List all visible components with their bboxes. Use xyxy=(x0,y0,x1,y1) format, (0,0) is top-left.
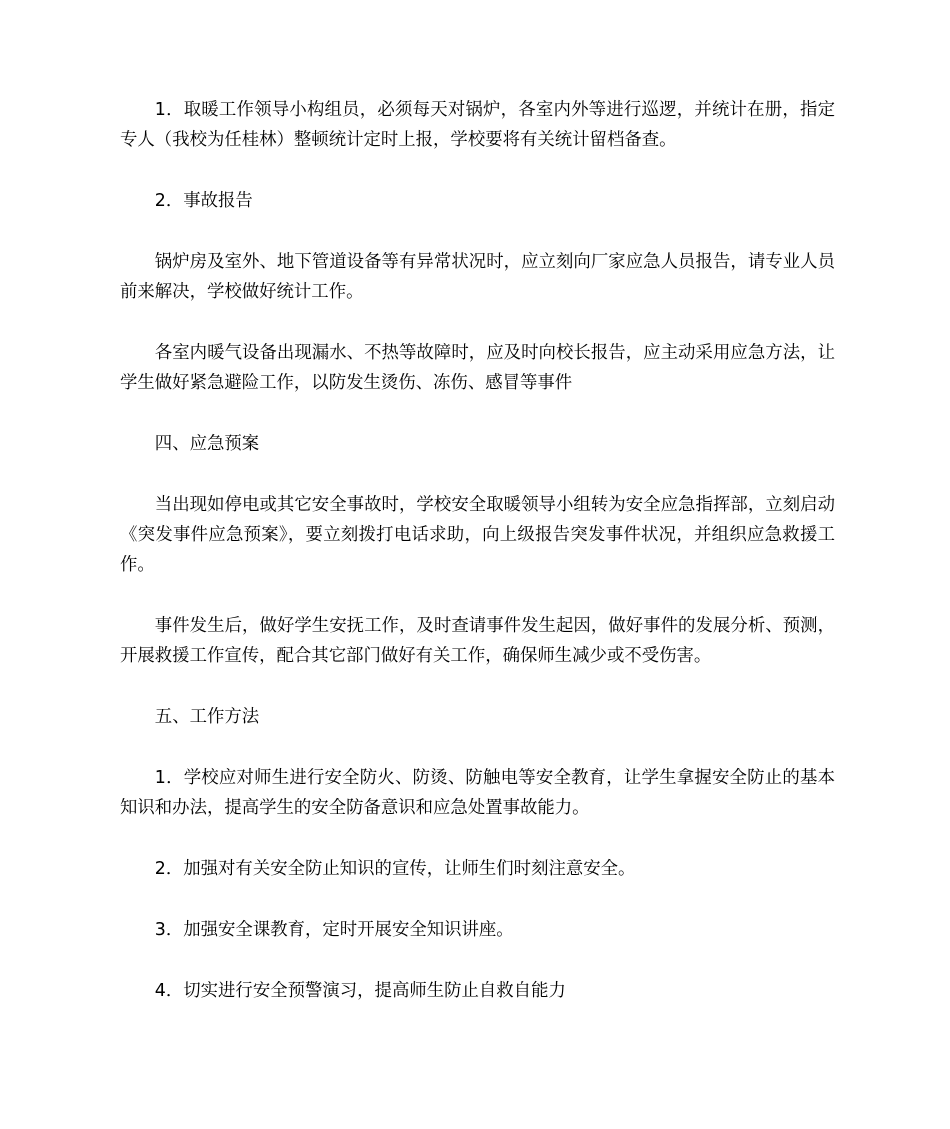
document-body xyxy=(120,95,835,1037)
paragraph-indoor-heating-fault: 各室内暖气设备出现漏水、不热等故障时，应及时向校长报告，应主动采用应急方法，让学生做好紧急避险工作，以防发生烫伤、冻伤、感冒等事件 xyxy=(120,343,835,393)
paragraph-post-incident: 事件发生后，做好学生安抚工作，及时查请事件发生起因，做好事件的发展分析、预测，开展救援工作宣传，配合其它部门做好有关工作，确保师生减少或不受伤害。 xyxy=(120,616,835,666)
paragraph-boiler-inspection: 1．取暖工作领导小构组员，必须每天对锅炉，各室内外等进行巡逻，并统计在册，指定专人（我校为任桂林）整顿统计定时上报，学校要将有关统计留档备查。 xyxy=(120,100,835,150)
paragraph-emergency-command: 当出现如停电或其它安全事故时，学校安全取暖领导小组转为安全应急指挥部，立刻启动《突发事件应急预案》，要立刻拨打电话求助，向上级报告突发事件状况，并组织应急救援工作。 xyxy=(120,495,835,575)
paragraph-boiler-room-report: 锅炉房及室外、地下管道设备等有异常状况时，应立刻向厂家应急人员报告，请专业人员前来解决，学校做好统计工作。 xyxy=(120,252,835,302)
paragraph-accident-report-heading: 2．事故报告 xyxy=(154,191,253,211)
paragraph-safety-lectures: 3．加强安全课教育，定时开展安全知识讲座。 xyxy=(154,920,514,940)
paragraph-drills: 4．切实进行安全预警演习，提高师生防止自救自能力 xyxy=(154,981,566,1001)
section-heading-work-methods: 五、工作方法 xyxy=(154,707,260,727)
paragraph-safety-education: 1．学校应对师生进行安全防火、防烫、防触电等安全教育，让学生拿握安全防止的基本知识和办法，提高学生的安全防备意识和应急处置事故能力。 xyxy=(120,768,835,818)
section-heading-emergency-plan: 四、应急预案 xyxy=(154,434,260,454)
paragraph-safety-publicity: 2．加强对有关安全防止知识的宣传，让师生们时刻注意安全。 xyxy=(154,859,636,879)
